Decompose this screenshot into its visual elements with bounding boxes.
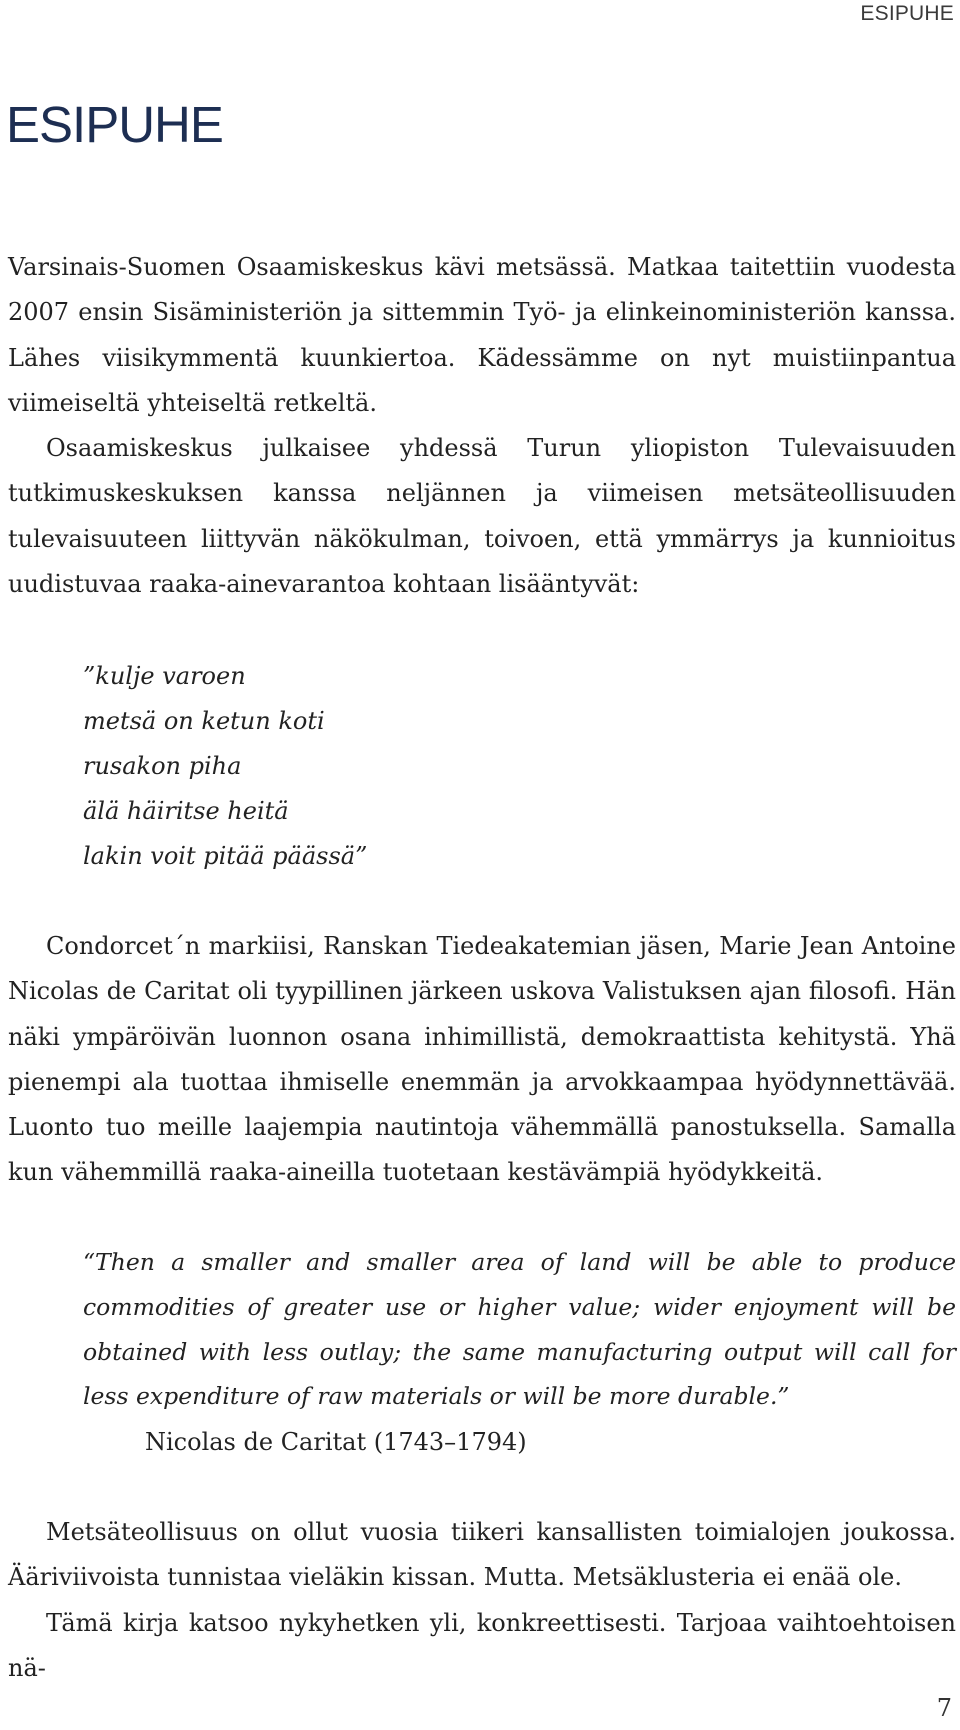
poem-line: ”kulje varoen	[83, 662, 246, 690]
poem-line: metsä on ketun koti	[83, 707, 325, 735]
chapter-title: ESIPUHE	[6, 96, 223, 153]
running-head: ESIPUHE	[860, 2, 954, 25]
quote-attribution: Nicolas de Caritat (1743–1794)	[145, 1428, 527, 1456]
poem-line: älä häiritse heitä	[83, 797, 289, 825]
paragraph-3: Condorcet´n markiisi, Ranskan Tiedeakatemian jäsen, Marie Jean Antoine Nicolas de Caritat oli tyypillinen järkeen uskova Valistuksen ajan filosofi. Hän näki ympäröivän luonnon osana inhimillistä, demokraattista kehitystä. Yhä pienempi ala tuottaa ihmiselle enemmän ja arvokkaampaa hyödynnettävää. Luonto tuo meille laajempia nautintoja vähemmällä panostuksella. Samalla kun vähemmillä raaka-aineilla tuotetaan kestävämpiä hyödykkeitä.	[8, 932, 956, 1187]
poem	[83, 654, 367, 879]
poem-line: lakin voit pitää päässä”	[83, 842, 368, 870]
paragraph-4: Metsäteollisuus on ollut vuosia tiikeri kansallisten toimialojen joukossa. Ääriviivoista tunnistaa vieläkin kissan. Mutta. Metsäklusteria ei enää ole.	[8, 1518, 956, 1592]
poem-line: rusakon piha	[83, 752, 242, 780]
page-number: 7	[936, 1694, 952, 1722]
english-quote: “Then a smaller and smaller area of land will be able to produce commodities of greater use or higher value; wider enjoyment will be obtained with less outlay; the same manufacturing output will call for less expenditure of raw materials or will be more durable.”	[83, 1248, 956, 1411]
intro-text	[8, 245, 956, 607]
condorcet-text	[8, 924, 956, 1196]
paragraph-1: Varsinais-Suomen Osaamiskeskus kävi metsässä. Matkaa taitettiin vuodesta 2007 ensin Sisäministeriön ja sittemmin Työ- ja elinkeinoministeriön kanssa. Lähes viisikymmentä kuunkiertoa. Kädessämme on nyt muistiinpantua viimeiseltä yhteiseltä retkeltä.	[8, 253, 956, 417]
paragraph-2: Osaamiskeskus julkaisee yhdessä Turun yliopiston Tulevaisuuden tutkimuskeskuksen kanssa neljännen ja viimeisen metsäteollisuuden tulevaisuuteen liittyvän näkökulman, toivoen, että ymmärrys ja kunnioitus uudistuvaa raaka-ainevarantoa kohtaan lisääntyvät:	[8, 434, 956, 599]
closing-text	[8, 1510, 956, 1691]
paragraph-5: Tämä kirja katsoo nykyhetken yli, konkreettisesti. Tarjoaa vaihtoehtoisen nä-	[8, 1608, 956, 1682]
